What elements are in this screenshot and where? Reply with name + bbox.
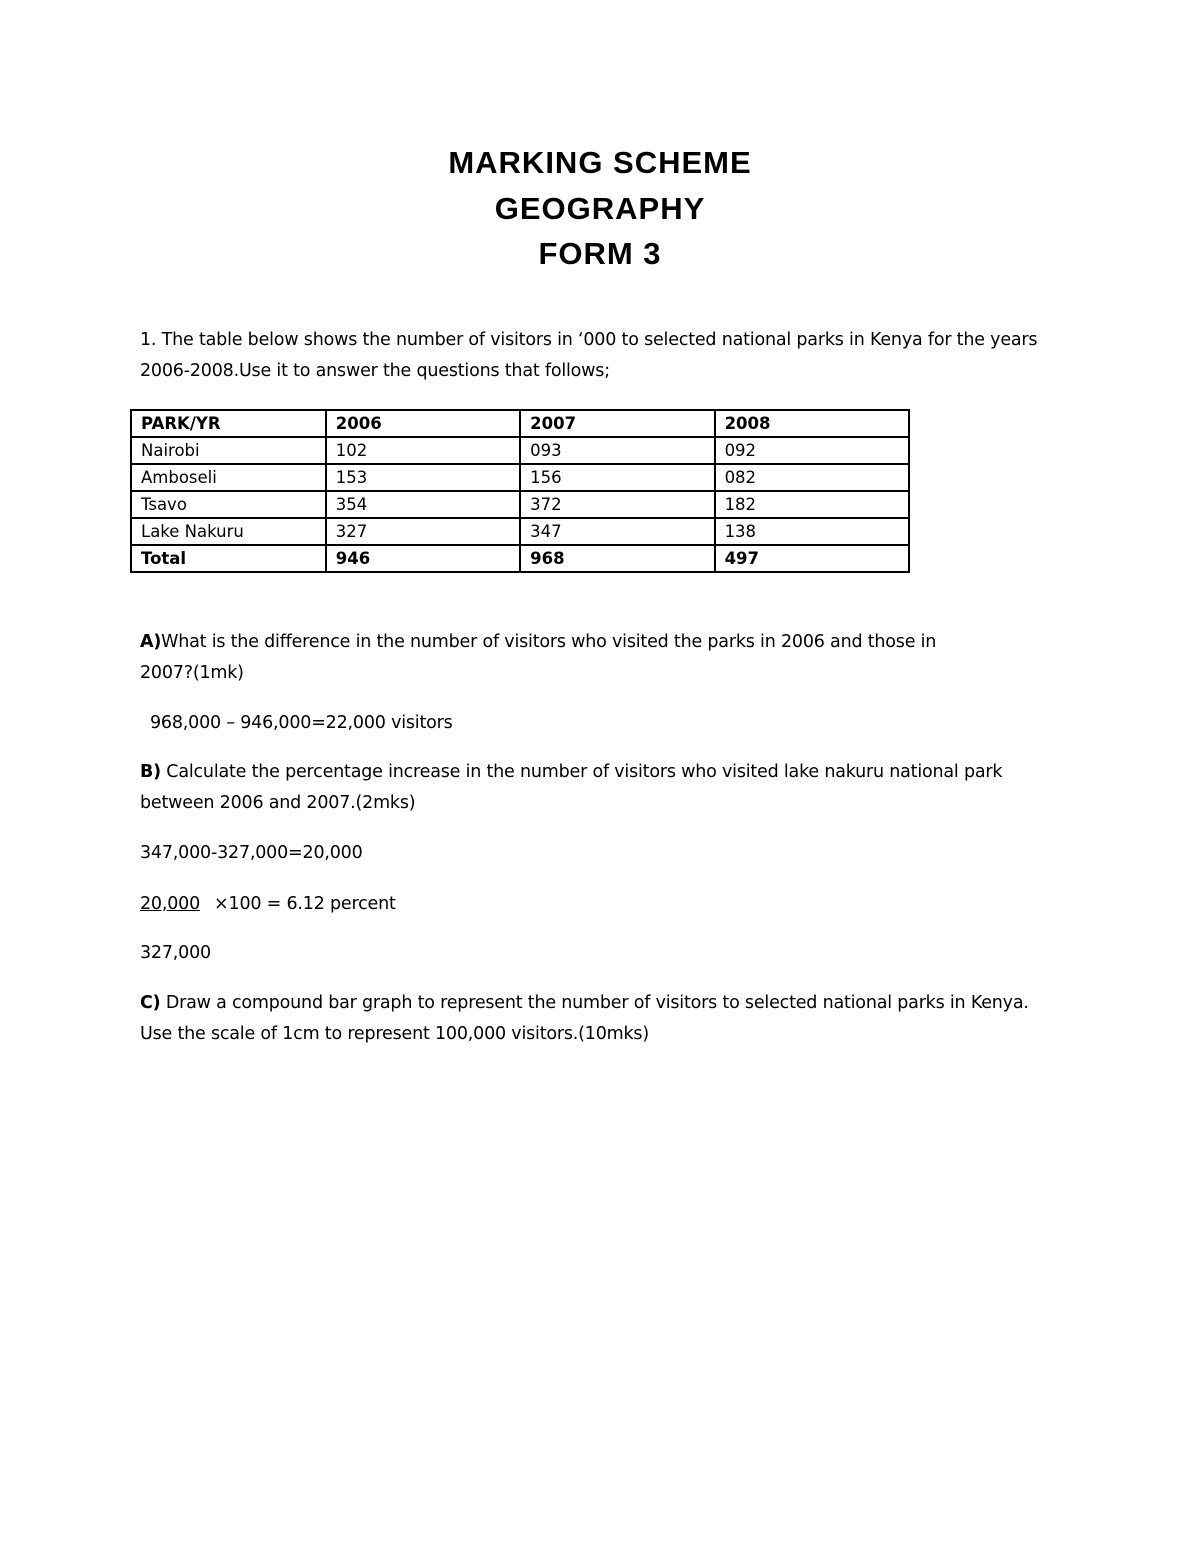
title-form: FORM 3 (538, 236, 662, 271)
total-2006: 946 (326, 545, 520, 572)
part-b-formula-rest: ×100 = 6.12 percent (214, 894, 396, 914)
part-b-numerator: 20,000 (140, 894, 201, 914)
part-a-question-line-1 (140, 632, 936, 652)
header-cell-2007: 2007 (520, 410, 714, 437)
part-c-question-line-1 (140, 993, 1029, 1013)
row-value-2007: 347 (520, 518, 714, 545)
question-intro-line-2: 2006-2008.Use it to answer the questions that follows; (140, 361, 610, 381)
total-2007: 968 (520, 545, 714, 572)
part-a-label: A) (140, 632, 162, 652)
row-value-2008: 182 (715, 491, 909, 518)
row-value-2008: 082 (715, 464, 909, 491)
table-row (131, 464, 909, 491)
total-2008: 497 (715, 545, 909, 572)
part-c-label: C) (140, 993, 161, 1013)
part-b-denominator: 327,000 (140, 943, 211, 963)
row-value-2008: 092 (715, 437, 909, 464)
row-value-2006: 354 (326, 491, 520, 518)
part-b-question-text: Calculate the percentage increase in the number of visitors who visited lake nakuru national park (160, 762, 1003, 782)
part-a-question-line-2: 2007?(1mk) (140, 663, 244, 683)
visitors-table (130, 409, 910, 573)
question-intro-line-1: 1. The table below shows the number of visitors in ‘000 to selected national parks in Kenya for the years (140, 330, 1038, 350)
header-cell-2008: 2008 (715, 410, 909, 437)
row-value-2006: 102 (326, 437, 520, 464)
title-marking-scheme: MARKING SCHEME (448, 145, 752, 180)
part-b-question-line-2: between 2006 and 2007.(2mks) (140, 793, 416, 813)
header-cell-park: PARK/YR (131, 410, 326, 437)
table-row (131, 437, 909, 464)
row-value-2006: 153 (326, 464, 520, 491)
row-value-2007: 093 (520, 437, 714, 464)
part-c-question-text: Draw a compound bar graph to represent the number of visitors to selected national parks in Kenya. (160, 993, 1029, 1013)
table-header-row (131, 410, 909, 437)
part-b-label: B) (140, 762, 161, 782)
row-park-name: Tsavo (131, 491, 326, 518)
table-row (131, 491, 909, 518)
row-park-name: Lake Nakuru (131, 518, 326, 545)
row-value-2007: 156 (520, 464, 714, 491)
part-b-answer-difference: 347,000-327,000=20,000 (140, 843, 363, 863)
row-park-name: Nairobi (131, 437, 326, 464)
row-value-2007: 372 (520, 491, 714, 518)
part-a-answer: 968,000 – 946,000=22,000 visitors (150, 713, 453, 733)
table-total-row (131, 545, 909, 572)
title-subject: GEOGRAPHY (494, 191, 706, 226)
row-park-name: Amboseli (131, 464, 326, 491)
table-row (131, 518, 909, 545)
part-b-question-line-1 (140, 762, 1002, 782)
part-a-question-text: What is the difference in the number of visitors who visited the parks in 2006 and those in (161, 632, 937, 652)
row-value-2006: 327 (326, 518, 520, 545)
total-label: Total (131, 545, 326, 572)
row-value-2008: 138 (715, 518, 909, 545)
part-b-answer-formula (140, 894, 396, 914)
header-cell-2006: 2006 (326, 410, 520, 437)
part-c-question-line-2: Use the scale of 1cm to represent 100,000 visitors.(10mks) (140, 1024, 649, 1044)
